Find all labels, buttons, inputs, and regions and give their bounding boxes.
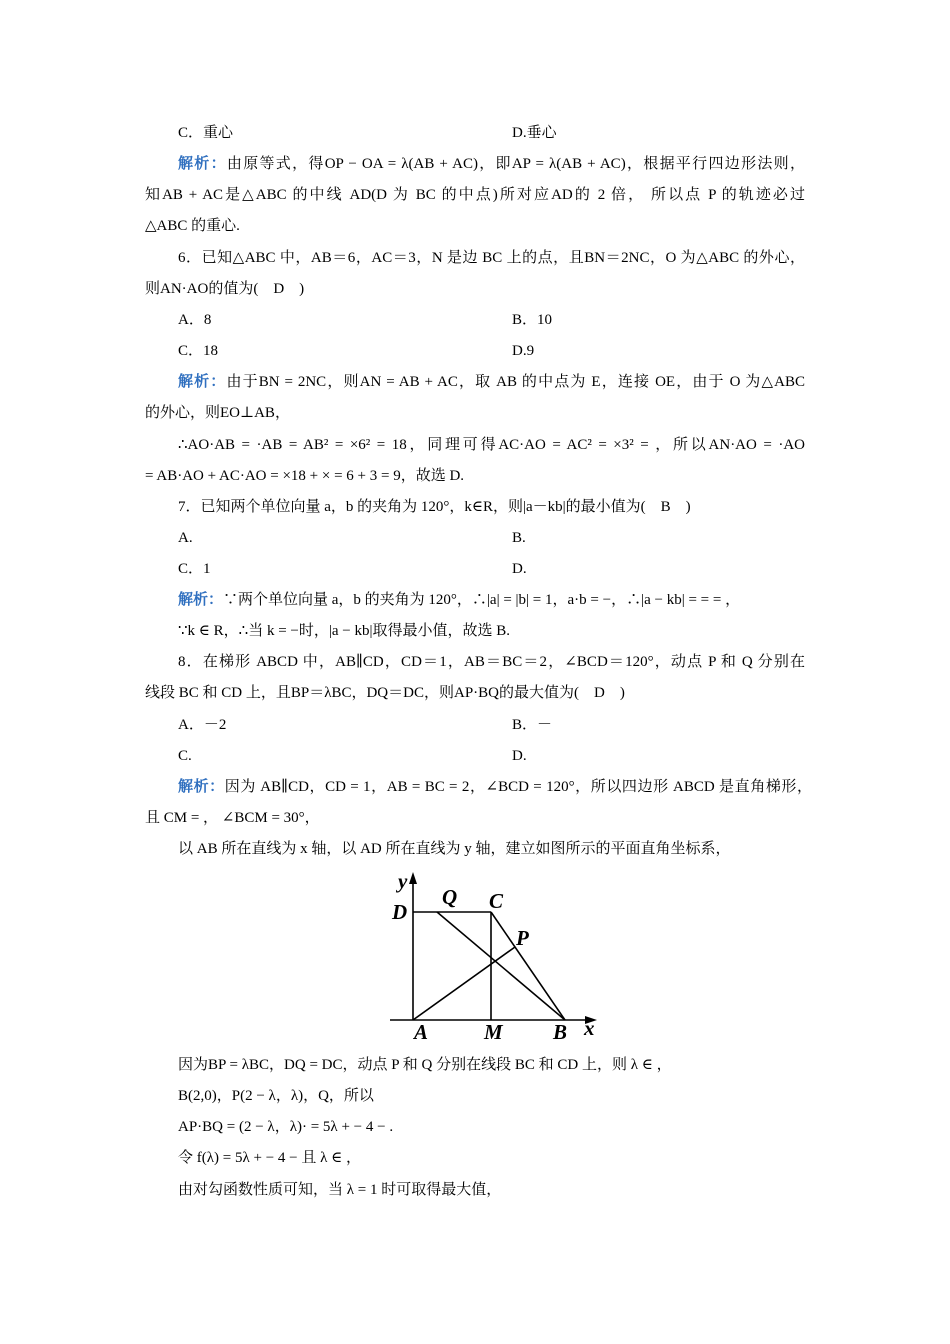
q8-continued-line-5: 由对勾函数性质可知，当 λ = 1 时可取得最大值，: [178, 1182, 502, 1198]
q8-continued-line-3: AP·BQ = (2 − λ，λ)· = 5λ + − 4 − .: [178, 1119, 394, 1135]
analysis-label: 解析：: [178, 779, 225, 795]
q8-option-d: D.: [512, 748, 527, 764]
q6-analysis-line-4: = AB·AO + AC·AO = ×18 + × = 6 + 3 = 9，故选 D.: [145, 468, 465, 484]
label-a: A: [414, 1020, 429, 1044]
y-axis-arrow: [409, 872, 417, 884]
q5-analysis-line-2: 知AB + AC是△ABC 的中线 AD(D 为 BC 的中点)所对应AD的 2 倍， 所以点 P 的轨迹必过: [145, 187, 805, 203]
q6-option-c: C．18: [178, 343, 219, 359]
label-p: P: [516, 926, 529, 950]
q5-option-d: D.垂心: [512, 125, 557, 141]
q8-continued-line-1: 因为BP = λBC，DQ = DC，动点 P 和 Q 分别在线段 BC 和 CD 上，则 λ ∈ ，: [178, 1057, 672, 1073]
q7-option-b: B.: [512, 530, 526, 546]
q8-stem-line-1: 8．在梯形 ABCD 中，AB∥CD，CD＝1，AB＝BC＝2，∠BCD＝120°，动点 P 和 Q 分别在: [178, 654, 805, 670]
analysis-label: 解析：: [178, 374, 227, 390]
q6-stem-line-2: 则AN·AO的值为( D ): [145, 281, 305, 297]
q8-analysis-line-2: 且 CM = ， ∠BCM = 30°，: [145, 810, 320, 826]
q7-analysis-line-2: ∵k ∈ R，∴当 k = −时，|a − kb|取得最小值，故选 B.: [178, 623, 510, 639]
q8-analysis-line-1: [178, 777, 812, 797]
label-b: B: [553, 1020, 568, 1044]
analysis-text: 因为 AB∥CD，CD = 1，AB = BC = 2，∠BCD = 120°，所以四边形 ABCD 是直角梯形，: [224, 779, 812, 795]
q8-option-c: C.: [178, 748, 192, 764]
q8-option-a: A．－2: [178, 717, 227, 733]
q6-analysis-line-1: [178, 372, 805, 392]
q6-option-d: D.9: [512, 343, 535, 359]
q8-option-b: B．－: [512, 717, 553, 733]
q8-continued-line-2: B(2,0)，P(2 − λ，λ)，Q，所以: [178, 1088, 374, 1104]
analysis-text: 由原等式，得OP − OA = λ(AB + AC)，即AP = λ(AB + AC)，根据平行四边形法则，: [226, 156, 805, 172]
q5-analysis-line-1: [178, 154, 805, 174]
q6-stem-line-1: 6．已知△ABC 中，AB＝6，AC＝3，N 是边 BC 上的点，且BN＝2NC，O 为△ABC 的外心，: [178, 250, 805, 266]
label-m: M: [484, 1020, 503, 1044]
q7-option-c: C．1: [178, 561, 211, 577]
q8-stem-line-2: 线段 BC 和 CD 上，且BP＝λBC，DQ＝DC，则AP·BQ的最大值为( D ): [145, 685, 625, 701]
label-q: Q: [442, 885, 458, 909]
q7-stem-line-1: 7．已知两个单位向量 a，b 的夹角为 120°，k∈R，则|a－kb|的最小值为( B ): [178, 499, 691, 515]
analysis-label: 解析：: [178, 592, 224, 608]
q6-analysis-line-2: 的外心，则EO⊥AB，: [145, 405, 290, 421]
q7-option-a: A.: [178, 530, 193, 546]
segment-qb: [437, 912, 565, 1020]
label-c: C: [489, 889, 504, 913]
q6-analysis-line-3: ∴AO·AB = ·AB = AB² = ×6² = 18，同理可得AC·AO = AC² = ×3² = ，所以AN·AO = ·AO: [178, 437, 805, 453]
label-d: D: [392, 900, 408, 924]
q5-option-c: C．重心: [178, 125, 234, 141]
analysis-label: 解析：: [178, 156, 227, 172]
label-y: y: [398, 869, 408, 893]
label-x: x: [584, 1016, 595, 1040]
q5-analysis-line-3: △ABC 的重心.: [145, 218, 240, 234]
q8-continued-line-4: 令 f(λ) = 5λ + − 4 − 且 λ ∈ ，: [178, 1150, 361, 1166]
analysis-text: ∵两个单位向量 a，b 的夹角为 120°，∴|a| = |b| = 1，a·b = −，∴|a − kb| = = = ，: [223, 592, 741, 608]
trapezoid-coordinate-figure: [385, 865, 601, 1047]
analysis-text: 由于BN = 2NC，则AN = AB + AC，取 AB 的中点为 E，连接 OE，由于 O 为△ABC: [226, 374, 805, 390]
q6-option-b: B．10: [512, 312, 553, 328]
q7-analysis-line-1: [178, 590, 740, 610]
q6-option-a: A．8: [178, 312, 212, 328]
q7-option-d: D.: [512, 561, 527, 577]
segment-ap: [413, 947, 515, 1020]
q8-analysis-line-3: 以 AB 所在直线为 x 轴，以 AD 所在直线为 y 轴，建立如图所示的平面直角坐标系，: [178, 841, 731, 857]
